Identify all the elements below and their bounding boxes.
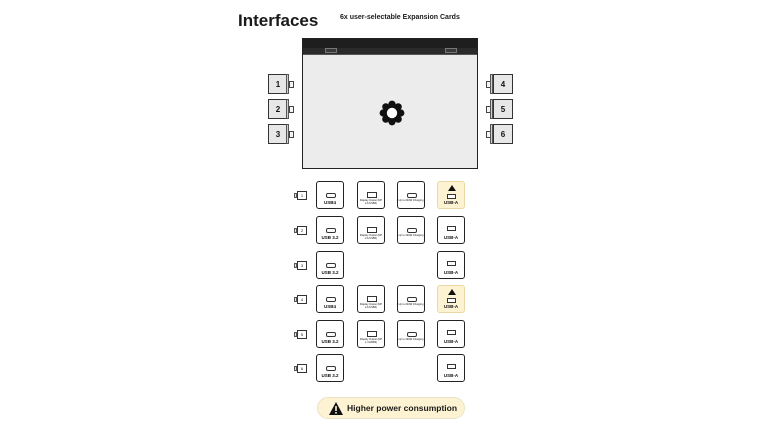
card-label: Up to 240W Charging <box>398 303 424 306</box>
expansion-card-usb-a[interactable] <box>437 320 465 348</box>
card-label: USB-A <box>443 339 459 344</box>
expansion-card-usb-a[interactable] <box>437 354 465 382</box>
bay-slot: 1 <box>268 74 288 94</box>
usb-c-port-icon <box>407 193 417 198</box>
hinge-notch-left <box>325 48 337 53</box>
expansion-card-usb-c[interactable] <box>397 320 425 348</box>
card-label: USB-A <box>443 270 459 275</box>
card-label: USB-A <box>443 373 459 378</box>
expansion-card-usb-c[interactable] <box>397 285 425 313</box>
page-title: Interfaces <box>238 11 319 30</box>
usb-c-port-icon <box>326 297 336 302</box>
card-label: USB 3.2 <box>321 373 339 378</box>
row-marker: 4 <box>297 295 307 304</box>
card-label: Display Output (DP 1.4 HBR3) <box>359 338 383 345</box>
displayport-icon <box>367 331 377 337</box>
expansion-card-dp[interactable] <box>357 285 385 313</box>
warning-icon <box>448 289 456 295</box>
card-label: USB 3.2 <box>321 270 339 275</box>
expansion-card-dp[interactable] <box>357 181 385 209</box>
displayport-icon <box>367 296 377 302</box>
laptop-hinge <box>303 39 477 48</box>
card-label: USB-A <box>443 200 459 205</box>
usb-c-port-icon <box>326 263 336 268</box>
expansion-card-usb-c[interactable] <box>316 216 344 244</box>
bay-slot: 4 <box>493 74 513 94</box>
expansion-card-dp[interactable] <box>357 320 385 348</box>
warning-icon <box>329 402 343 415</box>
card-label: Display Output (DP 2.1/USB4) <box>359 199 383 206</box>
expansion-card-usb-c[interactable] <box>316 251 344 279</box>
expansion-card-dp[interactable] <box>357 216 385 244</box>
usb-c-port-icon <box>407 297 417 302</box>
usb-c-port-icon <box>326 332 336 337</box>
usb-a-port-icon <box>447 226 456 231</box>
card-label: Up to 240W Charging <box>398 338 424 341</box>
card-label: USB 3.2 <box>321 235 339 240</box>
warning-icon <box>448 185 456 191</box>
expansion-card-usb-a[interactable] <box>437 181 465 209</box>
bay-slot: 6 <box>493 124 513 144</box>
usb-c-port-icon <box>326 366 336 371</box>
usb-c-port-icon <box>326 228 336 233</box>
expansion-card-usb-c[interactable] <box>397 216 425 244</box>
displayport-icon <box>367 227 377 233</box>
expansion-card-usb-c[interactable] <box>316 354 344 382</box>
card-label: USB4 <box>323 304 336 309</box>
card-label: Up to 240W Charging <box>398 199 424 202</box>
expansion-card-usb-a[interactable] <box>437 216 465 244</box>
expansion-card-usb-c[interactable] <box>316 181 344 209</box>
usb-a-port-icon <box>447 364 456 369</box>
expansion-card-usb-a[interactable] <box>437 251 465 279</box>
expansion-card-usb-c[interactable] <box>397 181 425 209</box>
card-label: USB 3.2 <box>321 339 339 344</box>
legend-higher-power <box>317 397 465 419</box>
usb-c-port-icon <box>326 193 336 198</box>
legend-label: Higher power consumption <box>347 403 458 413</box>
card-label: Display Output (DP 2.1/USB4) <box>359 234 383 241</box>
usb-c-port-icon <box>407 332 417 337</box>
expansion-card-usb-a[interactable] <box>437 285 465 313</box>
row-marker: 1 <box>297 191 307 200</box>
usb-c-port-icon <box>407 228 417 233</box>
row-marker: 2 <box>297 226 307 235</box>
expansion-card-usb-c[interactable] <box>316 320 344 348</box>
bay-connector <box>289 131 294 138</box>
bay-connector <box>289 106 294 113</box>
card-label: USB-A <box>443 304 459 309</box>
card-label: Up to 240W Charging <box>398 234 424 237</box>
row-marker: 5 <box>297 330 307 339</box>
expansion-card-usb-c[interactable] <box>316 285 344 313</box>
bay-slot: 5 <box>493 99 513 119</box>
usb-a-port-icon <box>447 261 456 266</box>
gear-logo-icon <box>379 100 405 126</box>
bay-slot: 3 <box>268 124 288 144</box>
card-label: USB4 <box>323 200 336 205</box>
bay-connector <box>289 81 294 88</box>
page-subtitle: 6x user-selectable Expansion Cards <box>340 14 460 21</box>
bay-slot: 2 <box>268 99 288 119</box>
laptop-diagram <box>302 38 478 169</box>
card-label: USB-A <box>443 235 459 240</box>
displayport-icon <box>367 192 377 198</box>
card-label: Display Output (DP 2.1/USB4) <box>359 303 383 310</box>
hinge-notch-right <box>445 48 457 53</box>
row-marker: 3 <box>297 261 307 270</box>
row-marker: 6 <box>297 364 307 373</box>
usb-a-port-icon <box>447 330 456 335</box>
usb-a-port-icon <box>447 194 456 199</box>
usb-a-port-icon <box>447 298 456 303</box>
